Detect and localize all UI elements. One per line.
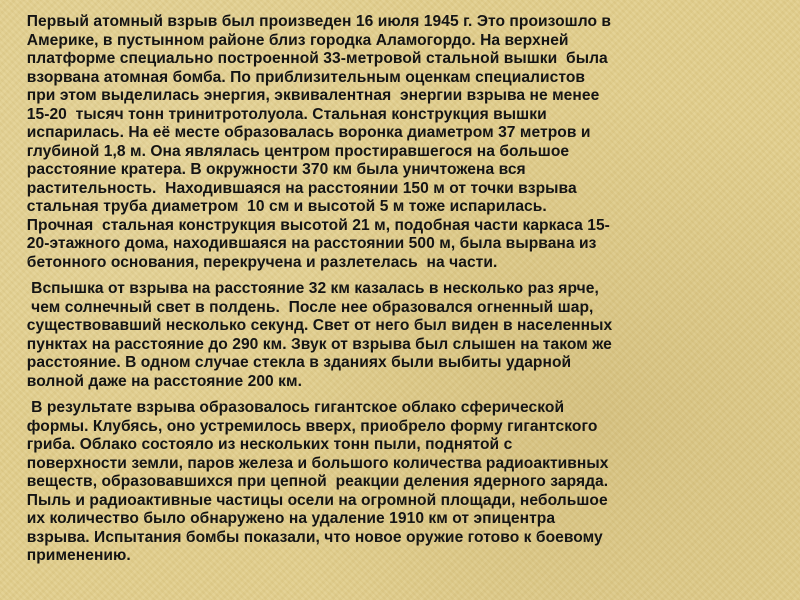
text-line: В результате взрыва образовалось гигантское облако сферической bbox=[18, 399, 565, 416]
paragraph-test-description bbox=[18, 13, 782, 272]
text-line: стальная труба диаметром 10 см и высотой 5 м тоже испарилась. bbox=[18, 198, 547, 215]
text-line: веществ, образовавшихся при цепной реакции деления ядерного заряда. bbox=[18, 473, 609, 490]
text-line: Америке, в пустынном районе близ городка Аламогордо. На верхней bbox=[18, 31, 569, 49]
text-line: Вспышка от взрыва на расстояние 32 км казалась в несколько раз ярче, bbox=[18, 280, 599, 297]
text-line: гриба. Облако состояло из нескольких тонн пыли, поднятой с bbox=[18, 436, 513, 453]
text-line: их количество было обнаружено на удаление 1910 км от эпицентра bbox=[18, 510, 556, 527]
text-line: пунктах на расстояние до 290 км. Звук от взрыва был слышен на таком же bbox=[18, 335, 612, 353]
paragraph-flash-effects bbox=[18, 280, 782, 391]
text-line: испарилась. На её месте образовалась воронка диаметром 37 метров и bbox=[18, 124, 591, 141]
text-line: платформе специально построенной 33-метровой стальной вышки была bbox=[18, 50, 608, 67]
text-line: при этом выделилась энергия, эквивалентная энергии взрыва не менее bbox=[18, 87, 600, 104]
text-line: 15-20 тысяч тонн тринитротолуола. Стальная конструкция вышки bbox=[18, 105, 547, 123]
text-line: 20-этажного дома, находившаяся на расстоянии 500 м, была вырвана из bbox=[18, 235, 597, 252]
text-line: растительность. Находившаяся на расстоянии 150 м от точки взрыва bbox=[18, 179, 577, 197]
text-line: взорвана атомная бомба. По приблизительным оценкам специалистов bbox=[18, 68, 586, 86]
text-line: существовавший несколько секунд. Свет от него был виден в населенных bbox=[18, 317, 613, 334]
text-line: бетонного основания, перекручена и разлетелась на части. bbox=[18, 253, 498, 271]
text-line: глубиной 1,8 м. Она являлась центром простиравшегося на большое bbox=[18, 142, 570, 160]
text-line: Пыль и радиоактивные частицы осели на огромной площади, небольшое bbox=[18, 491, 608, 509]
text-line: Первый атомный взрыв был произведен 16 июля 1945 г. Это произошло в bbox=[18, 13, 612, 30]
text-line: взрыва. Испытания бомбы показали, что новое оружие готово к боевому bbox=[18, 528, 603, 546]
paragraph-mushroom-cloud bbox=[18, 399, 782, 566]
text-line: чем солнечный свет в полдень. После нее образовался огненный шар, bbox=[18, 298, 594, 316]
text-line: формы. Клубясь, оно устремилось вверх, приобрело форму гигантского bbox=[18, 417, 598, 435]
text-line: поверхности земли, паров железа и большого количества радиоактивных bbox=[18, 454, 609, 472]
text-line: применению. bbox=[18, 547, 131, 564]
text-line: Прочная стальная конструкция высотой 21 м, подобная части каркаса 15- bbox=[18, 216, 610, 234]
text-line: волной даже на расстояние 200 км. bbox=[18, 372, 302, 390]
text-line: расстояние. В одном случае стекла в зданиях были выбиты ударной bbox=[18, 354, 572, 371]
text-line: расстояние кратера. В окружности 370 км была уничтожена вся bbox=[18, 161, 526, 178]
